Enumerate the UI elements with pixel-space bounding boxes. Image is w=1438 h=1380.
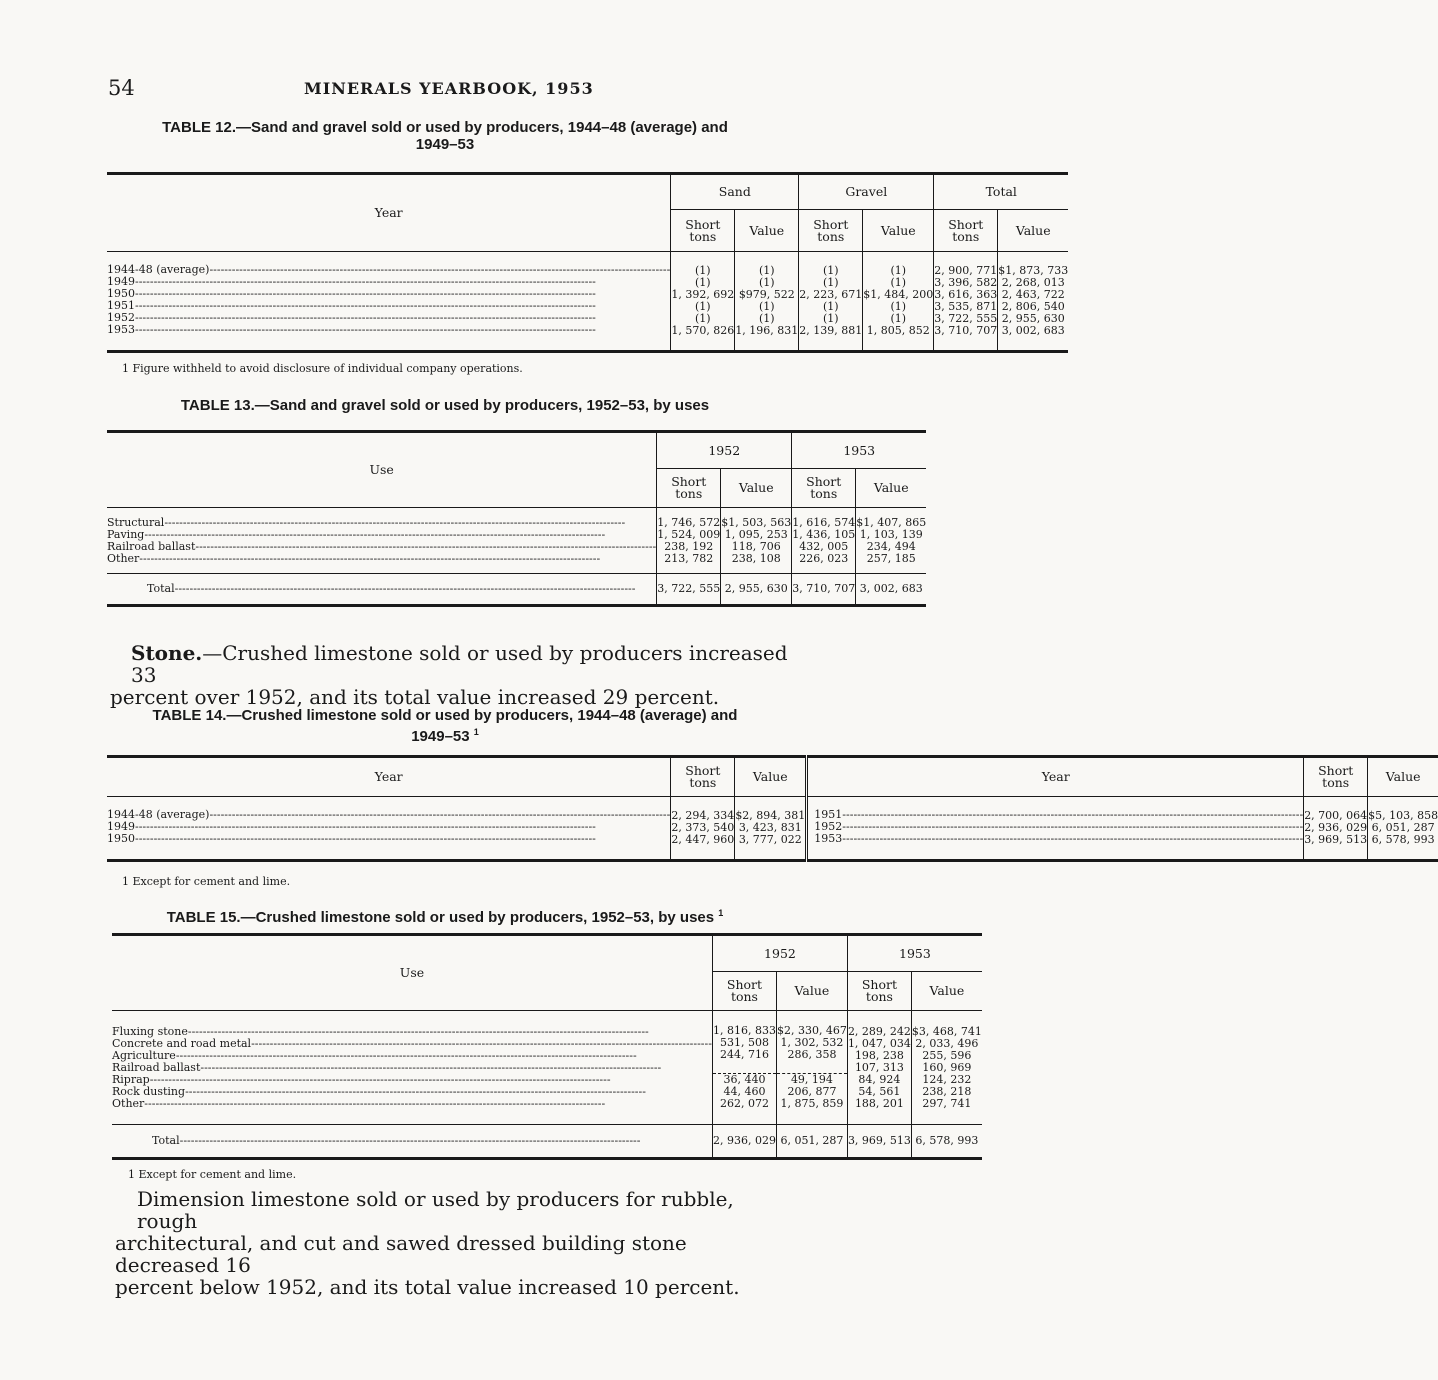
table12-col-sand-tons <box>671 252 735 352</box>
table-row-label: 1944-48 (average) ----- <box>107 809 670 821</box>
table12-sub-sand-tons: Short tons <box>671 210 735 252</box>
table-row-label: 1951 ----- <box>107 300 670 312</box>
table-cell: 238, 192 <box>664 539 714 553</box>
table14-head-year-left: Year <box>107 757 671 797</box>
table-cell: 2, 700, 064 <box>1304 809 1368 822</box>
table-cell: 2, 268, 013 <box>1001 276 1065 289</box>
table15-col-value-1953 <box>911 1011 981 1125</box>
table-cell: 1, 196, 831 <box>735 324 799 337</box>
table12-head-total: Total <box>934 174 1068 210</box>
table-row-label: 1951 ----- <box>814 809 1303 821</box>
table15-total-tons-1953: 3, 969, 513 <box>847 1125 911 1159</box>
table13-caption: TABLE 13.—Sand and gravel sold or used by producers, 1952–53, by uses <box>180 397 710 414</box>
table-cell: (1) <box>890 312 907 325</box>
table15-sub-tons-1953: Short tons <box>847 972 911 1011</box>
table-cell: (1) <box>759 312 775 325</box>
table-row-label: Agriculture ----- <box>112 1050 712 1062</box>
table-row-label: 1953 ----- <box>814 833 1303 845</box>
table14-col-value-right <box>1368 797 1438 861</box>
table-cell: 3, 722, 555 <box>934 312 998 325</box>
table15-head-1952: 1952 <box>712 935 847 972</box>
table-row-label: 1950 ----- <box>107 833 670 845</box>
table12-footnote: 1 Figure withheld to avoid disclosure of individual company operations. <box>122 362 523 375</box>
table-cell: 3, 710, 707 <box>934 324 998 337</box>
table-cell: 286, 358 <box>787 1048 837 1061</box>
table-cell: $1, 484, 200 <box>863 288 934 301</box>
table-cell: 160, 969 <box>922 1060 972 1074</box>
table-cell: (1) <box>759 264 775 277</box>
table13-head-1952: 1952 <box>657 432 792 469</box>
table12-col-gravel-tons <box>799 252 863 352</box>
table12-caption-line2: 1949–53 <box>415 136 475 153</box>
table-cell: 3, 002, 683 <box>1001 324 1065 337</box>
page-header <box>108 76 784 100</box>
table-cell: (1) <box>890 276 907 289</box>
table15-total-tons-1952: 2, 936, 029 <box>712 1125 776 1159</box>
table13-total-tons-1953: 3, 710, 707 <box>792 574 856 606</box>
table15-total-value-1952: 6, 051, 287 <box>776 1125 847 1159</box>
table13-total-value-1953: 3, 002, 683 <box>856 574 926 606</box>
table-cell: 2, 289, 242 <box>847 1024 911 1038</box>
table13-sub-tons-1953: Short tons <box>792 469 856 508</box>
table-cell: 124, 232 <box>922 1072 972 1086</box>
table-cell: 1, 746, 572 <box>657 515 721 529</box>
table12-caption-line1: TABLE 12.—Sand and gravel sold or used by producers, 1944–48 (average) and <box>162 119 728 136</box>
table13-total-value-1952: 2, 955, 630 <box>721 574 792 606</box>
table-cell: 255, 596 <box>922 1048 972 1062</box>
table-cell: 49, 194 <box>790 1073 833 1086</box>
table-cell: $1, 503, 563 <box>721 515 792 529</box>
table-cell: 44, 460 <box>723 1085 766 1098</box>
table-cell: 1, 805, 852 <box>866 324 930 337</box>
table14-head-tons-left: Short tons <box>671 757 735 797</box>
table12-col-total-tons <box>934 252 998 352</box>
table-cell: 36, 440 <box>723 1073 766 1086</box>
table-cell: 1, 524, 009 <box>657 527 721 541</box>
dimension-line1: Dimension limestone sold or used by producers for rubble, rough <box>137 1187 734 1233</box>
footnote-mark: 1 <box>718 908 724 918</box>
table14-col-tons-left <box>671 797 735 861</box>
table15-col-use <box>112 1011 712 1125</box>
table-row-label: Other ----- <box>107 553 656 565</box>
table12-col-gravel-value <box>863 252 934 352</box>
table-cell: 234, 494 <box>866 539 916 553</box>
table14 <box>107 755 1438 862</box>
table13-head-use: Use <box>107 432 657 508</box>
table13-col-value-1953 <box>856 508 926 574</box>
page-number: 54 <box>108 76 135 100</box>
table-cell: $1, 873, 733 <box>998 264 1069 277</box>
table-row-label: 1952 ----- <box>107 312 670 324</box>
table-cell: 1, 616, 574 <box>792 515 856 529</box>
table-cell: 244, 716 <box>719 1048 769 1061</box>
table-row-label: Rock dusting ----- <box>112 1086 712 1098</box>
table-cell: 432, 005 <box>799 539 849 553</box>
table15-sub-value-1952: Value <box>776 972 847 1011</box>
table13-col-use <box>107 508 657 574</box>
table-row-label: 1944-48 (average) ----- <box>107 264 670 276</box>
running-head: MINERALS YEARBOOK, 1953 <box>304 79 594 98</box>
stone-paragraph <box>110 642 790 708</box>
table13-col-value-1952 <box>721 508 792 574</box>
table-row-label: Fluxing stone ----- <box>112 1026 712 1038</box>
table12-sub-total-tons: Short tons <box>934 210 998 252</box>
table-cell: 2, 223, 671 <box>799 288 863 301</box>
table15-col-value-1952 <box>776 1011 847 1125</box>
table14-head-tons-right: Short tons <box>1304 757 1368 797</box>
table-cell: 2, 373, 540 <box>671 821 735 834</box>
table-cell: 1, 570, 826 <box>671 324 735 337</box>
table12-sub-gravel-value: Value <box>863 210 934 252</box>
table12-col-total-value <box>998 252 1068 352</box>
table-cell: 118, 706 <box>731 539 781 553</box>
table-cell: 2, 447, 960 <box>671 833 735 846</box>
table-cell: (1) <box>759 276 775 289</box>
table-cell: 198, 238 <box>854 1048 904 1062</box>
table13-head-1953: 1953 <box>792 432 926 469</box>
table15 <box>112 933 982 1160</box>
table14-head-value-left: Value <box>735 757 807 797</box>
table-cell: 262, 072 <box>719 1097 769 1110</box>
table14-head-year-right: Year <box>807 757 1304 797</box>
table-cell: 531, 508 <box>719 1036 769 1049</box>
table12-sub-sand-value: Value <box>735 210 799 252</box>
table-cell: $979, 522 <box>738 288 795 301</box>
stone-text-1: —Crushed limestone sold or used by producers increased 33 <box>131 641 788 687</box>
table13-sub-tons-1952: Short tons <box>657 469 721 508</box>
table12-head-sand: Sand <box>671 174 799 210</box>
table-cell: (1) <box>822 312 839 325</box>
table13 <box>107 430 926 607</box>
table12-sub-gravel-tons: Short tons <box>799 210 863 252</box>
table-cell: 257, 185 <box>866 551 916 565</box>
table-cell: (1) <box>695 264 711 277</box>
table14-col-year-left <box>107 797 671 861</box>
table12-col-sand-value <box>735 252 799 352</box>
table12-head-gravel: Gravel <box>799 174 934 210</box>
table-cell: $1, 407, 865 <box>856 515 927 529</box>
table-cell: (1) <box>695 300 711 313</box>
stone-paragraph-line1 <box>110 642 790 686</box>
table-cell: (1) <box>890 264 907 277</box>
stone-paragraph-line2: percent over 1952, and its total value increased 29 percent. <box>110 685 720 709</box>
table-cell: 1, 436, 105 <box>792 527 856 541</box>
table15-head-1953: 1953 <box>847 935 981 972</box>
table-cell: 84, 924 <box>858 1072 901 1086</box>
table13-total-label <box>107 574 657 606</box>
table13-col-tons-1953 <box>792 508 856 574</box>
table13-total-tons-1952: 3, 722, 555 <box>657 574 721 606</box>
table-cell: 3, 423, 831 <box>738 821 802 834</box>
table12 <box>107 172 1068 353</box>
table15-caption <box>100 905 790 926</box>
table-cell: 2, 294, 334 <box>671 809 735 822</box>
table-cell: $2, 894, 381 <box>735 809 806 822</box>
table-row-label: Railroad ballast ----- <box>107 541 656 553</box>
table-cell: (1) <box>822 264 839 277</box>
table15-total-value-1953: 6, 578, 993 <box>911 1125 981 1159</box>
stone-lead: Stone. <box>131 641 203 665</box>
table-cell: (1) <box>695 276 711 289</box>
table15-caption-text: TABLE 15.—Crushed limestone sold or used by producers, 1952–53, by uses <box>166 909 715 926</box>
table-cell: $2, 330, 467 <box>776 1024 847 1037</box>
table-row-label: Railroad ballast ----- <box>112 1062 712 1074</box>
table14-caption-line2: 1949–53 <box>411 728 470 745</box>
table-cell: 206, 877 <box>787 1085 837 1098</box>
table-cell: (1) <box>759 300 775 313</box>
table14-col-year-right <box>807 797 1304 861</box>
table-cell: 2, 033, 496 <box>915 1036 979 1050</box>
table-row-label: Concrete and road metal ----- <box>112 1038 712 1050</box>
table-cell: 2, 139, 881 <box>799 324 863 337</box>
table14-caption <box>100 707 790 745</box>
table-cell: 2, 463, 722 <box>1001 288 1065 301</box>
table-cell: 188, 201 <box>854 1096 904 1110</box>
table-cell: 3, 969, 513 <box>1304 833 1368 846</box>
table-cell: 2, 806, 540 <box>1001 300 1065 313</box>
table-row-label: Paving ----- <box>107 529 656 541</box>
total-label: Total ----- <box>152 1134 641 1147</box>
table-cell: (1) <box>695 312 711 325</box>
table-cell: 2, 900, 771 <box>934 264 998 277</box>
table-cell: 1, 816, 833 <box>712 1024 776 1037</box>
table14-col-tons-right <box>1304 797 1368 861</box>
table-cell: 6, 051, 287 <box>1371 821 1435 834</box>
table-cell: 1, 875, 859 <box>780 1097 844 1110</box>
dimension-line3: percent below 1952, and its total value increased 10 percent. <box>115 1275 740 1299</box>
table15-total-label <box>112 1125 712 1159</box>
table14-footnote: 1 Except for cement and lime. <box>122 875 291 888</box>
table-row-label: 1950 ----- <box>107 288 670 300</box>
total-label: Total ----- <box>147 582 636 595</box>
table-cell: 3, 535, 871 <box>934 300 998 313</box>
table12-col-year <box>107 252 671 352</box>
table15-head-use: Use <box>112 935 712 1011</box>
table-cell: (1) <box>822 276 839 289</box>
table-row-label: Structural ----- <box>107 517 656 529</box>
table13-sub-value-1952: Value <box>721 469 792 508</box>
table-cell: 1, 302, 532 <box>780 1036 844 1049</box>
table-row-label: Riprap ----- <box>112 1074 712 1086</box>
table-cell: 1, 103, 139 <box>859 527 923 541</box>
table13-sub-value-1953: Value <box>856 469 926 508</box>
table-cell: 2, 936, 029 <box>1304 821 1368 834</box>
table15-col-tons-1952 <box>712 1011 776 1125</box>
table-cell: 1, 095, 253 <box>724 527 788 541</box>
table12-sub-total-value: Value <box>998 210 1068 252</box>
table-cell: $3, 468, 741 <box>911 1024 982 1038</box>
table15-footnote: 1 Except for cement and lime. <box>128 1168 297 1181</box>
table-cell: 226, 023 <box>799 551 849 565</box>
table14-caption-line2-wrap <box>100 724 790 745</box>
table-cell: 238, 218 <box>922 1084 972 1098</box>
table12-head-year: Year <box>107 174 671 252</box>
footnote-mark: 1 <box>473 727 479 737</box>
table-cell: 3, 616, 363 <box>934 288 998 301</box>
table-cell: (1) <box>890 300 907 313</box>
table-cell: 297, 741 <box>922 1096 972 1110</box>
table14-caption-line1: TABLE 14.—Crushed limestone sold or used by producers, 1944–48 (average) and <box>152 707 738 724</box>
table13-col-tons-1952 <box>657 508 721 574</box>
table14-col-value-left <box>735 797 807 861</box>
dimension-line2: architectural, and cut and sawed dressed building stone decreased 16 <box>115 1231 687 1277</box>
table-cell: 1, 392, 692 <box>671 288 735 301</box>
table-row-label: 1953 ----- <box>107 324 670 336</box>
table12-caption <box>100 119 790 153</box>
table-cell: 1, 047, 034 <box>847 1036 911 1050</box>
table-cell: 54, 561 <box>858 1084 901 1098</box>
table-row-label: Other ----- <box>112 1098 712 1110</box>
table-cell: 3, 777, 022 <box>738 833 802 846</box>
table-row-label: 1949 ----- <box>107 821 670 833</box>
table-row-label: 1952 ----- <box>814 821 1303 833</box>
table-cell: 6, 578, 993 <box>1371 833 1435 846</box>
table14-head-value-right: Value <box>1368 757 1438 797</box>
table-cell: $5, 103, 858 <box>1368 809 1438 822</box>
table-cell: 238, 108 <box>731 551 781 565</box>
table-cell: 107, 313 <box>854 1060 904 1074</box>
table-cell: 3, 396, 582 <box>934 276 998 289</box>
table15-sub-value-1953: Value <box>911 972 981 1011</box>
table-cell: 2, 955, 630 <box>1001 312 1065 325</box>
table-cell: 213, 782 <box>664 551 714 565</box>
table-row-label: 1949 ----- <box>107 276 670 288</box>
dimension-paragraph <box>115 1188 795 1298</box>
table-cell: (1) <box>822 300 839 313</box>
table15-col-tons-1953 <box>847 1011 911 1125</box>
table15-sub-tons-1952: Short tons <box>712 972 776 1011</box>
